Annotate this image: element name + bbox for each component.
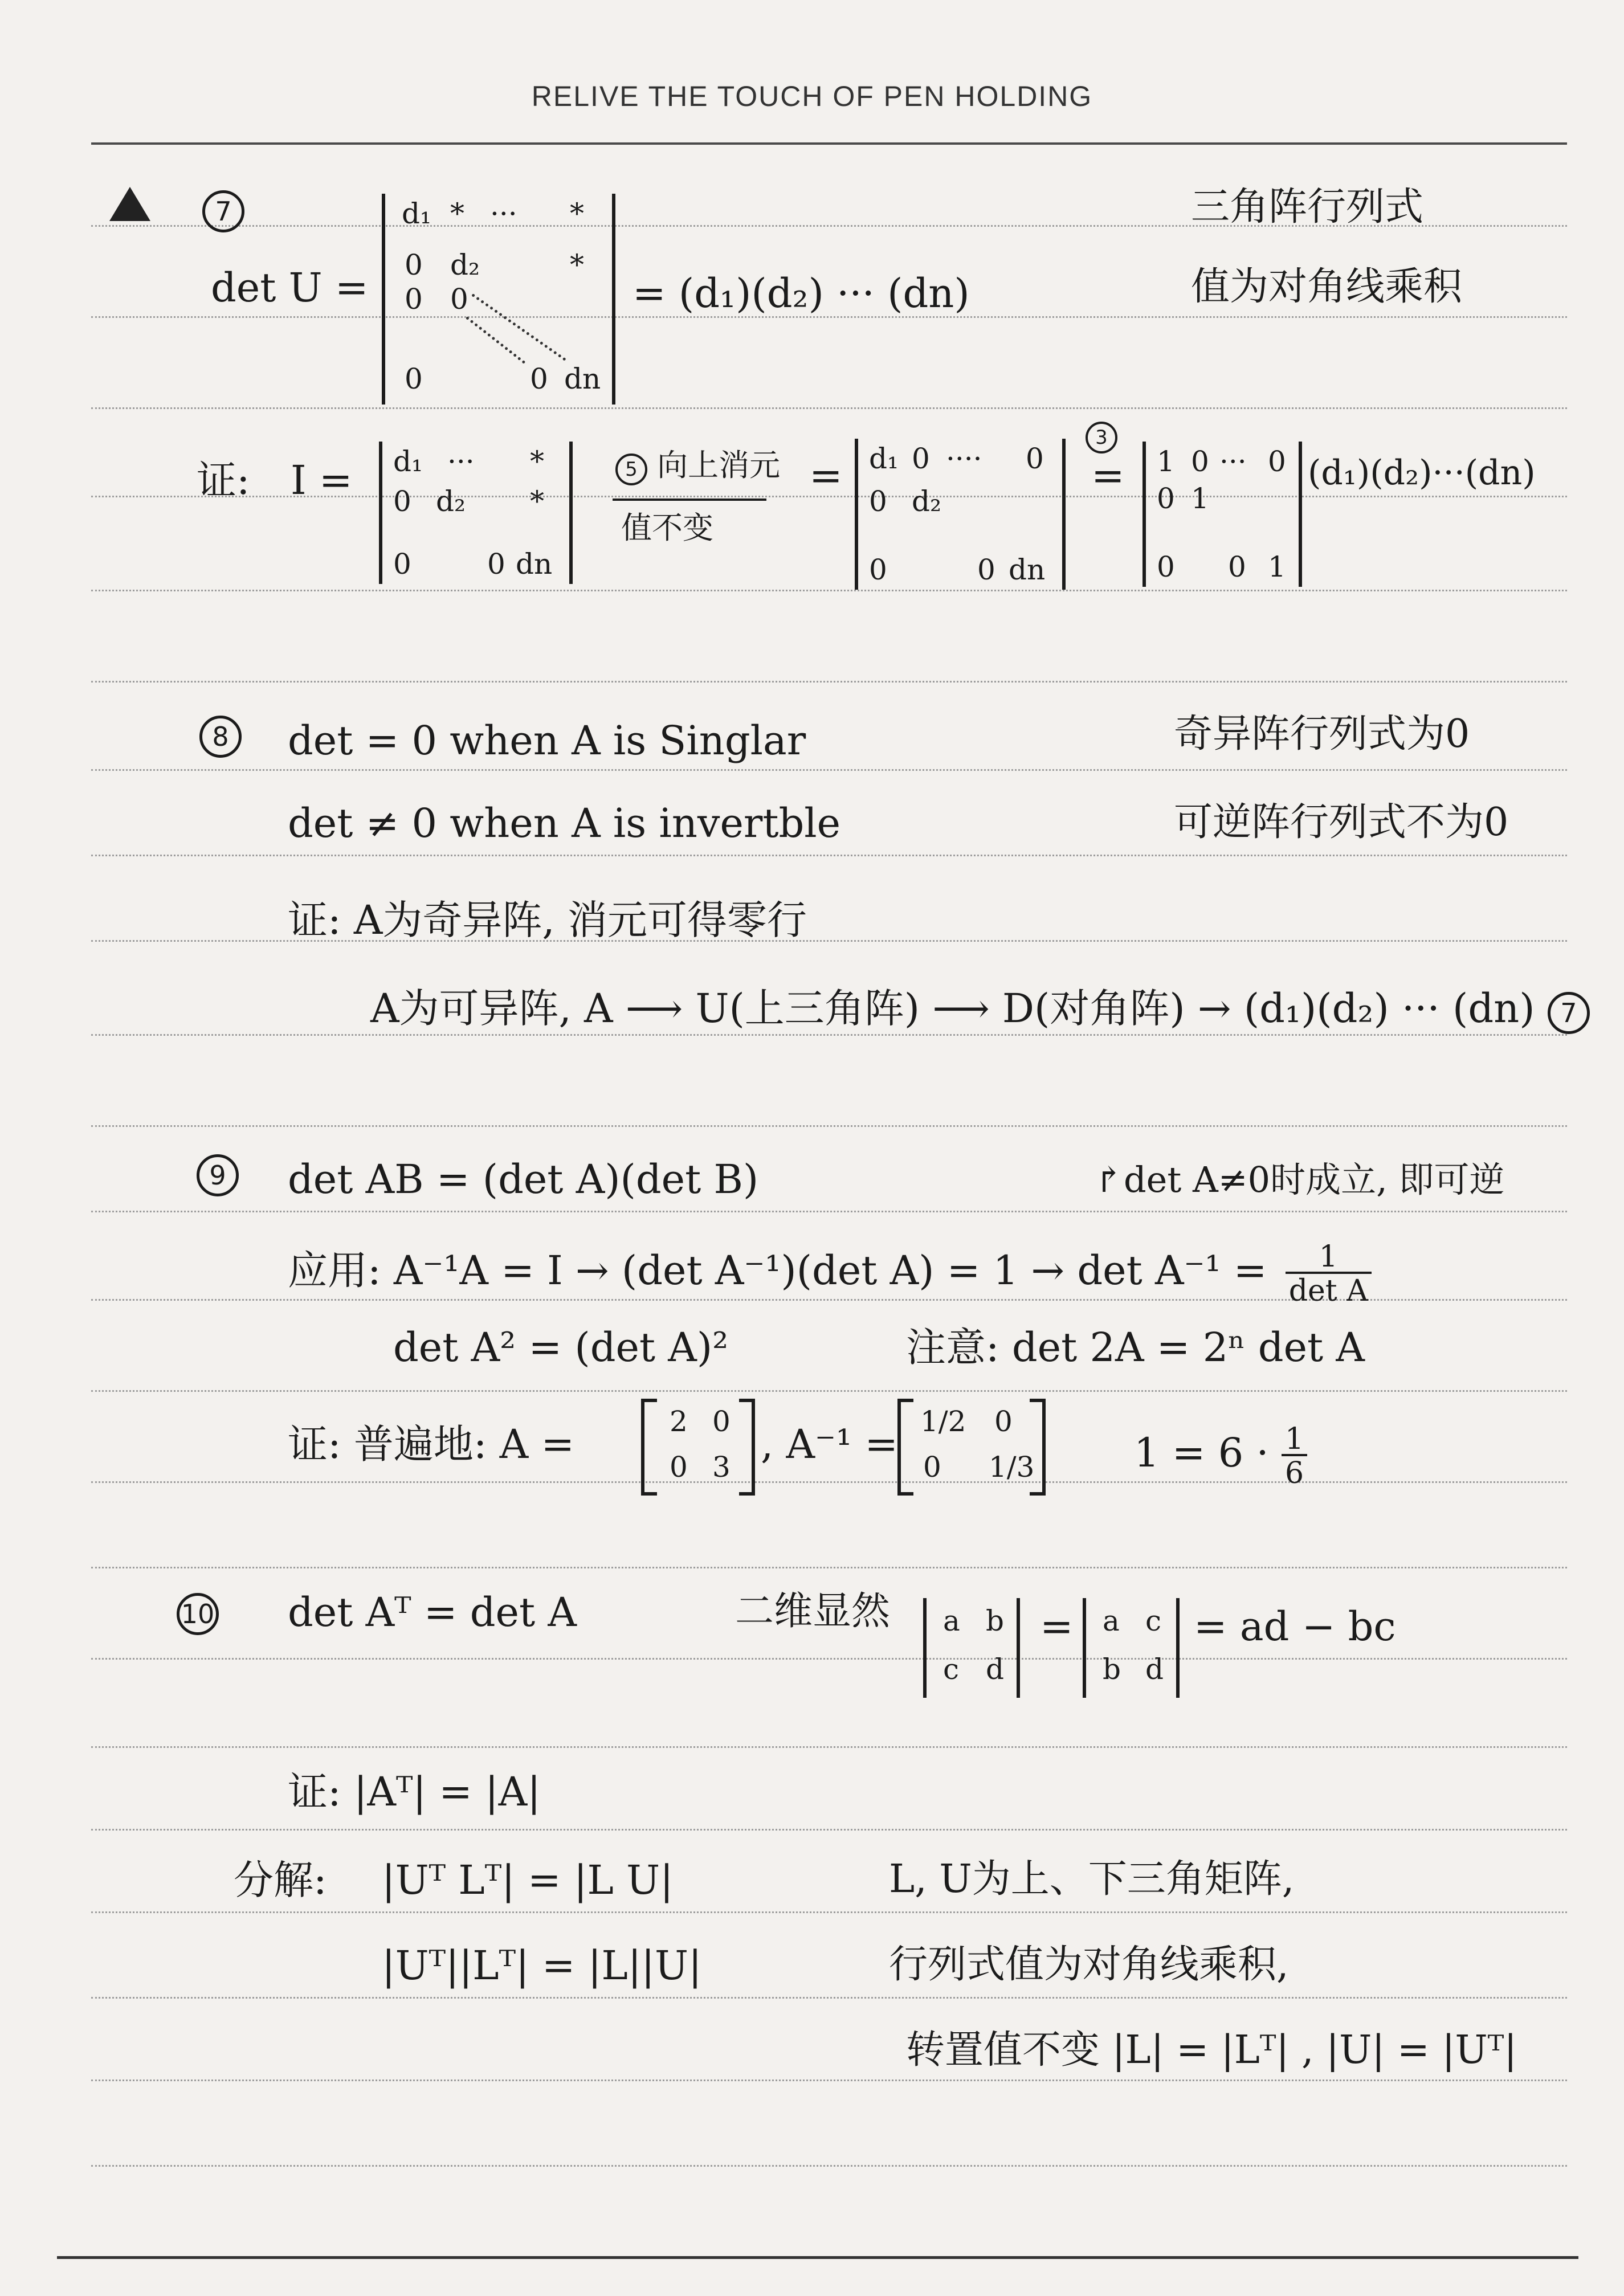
bottom-rule (57, 2256, 1578, 2259)
proof-lhs: I = (291, 457, 353, 504)
ruled-line (91, 2080, 1567, 2081)
proof-example-label: 证: 普遍地: A = (288, 1421, 575, 1468)
ruled-line (91, 1034, 1567, 1036)
section-8-number: 8 (199, 712, 242, 758)
ruled-line (91, 1746, 1567, 1748)
triangle-bullet-icon (109, 187, 150, 221)
det-u-label: det U = (211, 264, 369, 311)
ruled-line (91, 1125, 1567, 1127)
note-diagonal-product: 行列式值为对角线乘积, (889, 1942, 1289, 1987)
note-lu-triangular: L, U为上、下三角矩阵, (889, 1857, 1295, 1902)
ruled-line (91, 1481, 1567, 1483)
decompose-label: 分解: (234, 1857, 327, 1903)
ruled-line (91, 1911, 1567, 1913)
decompose-line-2: |Uᵀ||Lᵀ| = |L||U| (382, 1942, 702, 1989)
inverse-label: , A⁻¹ = (761, 1421, 898, 1468)
proof-invertible: A为可异阵, A ⟶ U(上三角阵) ⟶ D(对角阵) → (d₁)(d₂) ··· (dn) 7 (370, 988, 1590, 1034)
determinant-m1: d₁ ··· * 0 d₂ * 0 0 dn (379, 442, 573, 584)
ruled-line (91, 407, 1567, 409)
application-inverse: 应用: A⁻¹A = I → (det A⁻¹)(det A) = 1 → det A⁻¹ = $\frac{1}{\text{det A}}$ (288, 1242, 1372, 1306)
proof-label: 证: (197, 457, 250, 504)
ruled-line (91, 1567, 1567, 1568)
determinant-m2: d₁ 0 ···· 0 0 d₂ 0 0 dn (855, 439, 1066, 590)
equals-sign: = (1091, 452, 1125, 499)
value-unchanged: 值不变 (621, 510, 713, 546)
determinant-acbd: a c b d (1083, 1598, 1180, 1698)
ruled-line (91, 1211, 1567, 1212)
ruled-line (91, 1390, 1567, 1392)
note-invertible: 可逆阵行列式不为0 (1174, 800, 1509, 845)
ruled-line (91, 769, 1567, 771)
determinant-abcd: a b c d (923, 1598, 1020, 1698)
proof-product: (d₁)(d₂)···(dn) (1308, 453, 1536, 493)
note-diagonal-product: 值为对角线乘积 (1191, 264, 1463, 309)
note-transpose-invariant: 转置值不变 |L| = |Lᵀ| , |U| = |Uᵀ| (906, 2028, 1517, 2073)
section-10-number: 10 (177, 1590, 219, 1635)
det-u-result: = (d₁)(d₂) ··· (dn) (633, 270, 970, 317)
example-check: 1 = 6 · $\frac{1}{6}$ (1134, 1424, 1307, 1488)
decompose-line-1: |Uᵀ Lᵀ| = |L U| (382, 1857, 674, 1903)
identity-determinant: 1 0 ··· 0 0 1 0 0 1 (1142, 442, 1302, 587)
proof-singular: 证: A为奇异阵, 消元可得零行 (288, 897, 807, 943)
equals-sign: = (809, 452, 843, 499)
note-triangular-determinant: 三角阵行列式 (1191, 185, 1424, 230)
page-header: RELIVE THE TOUCH OF PEN HOLDING (531, 80, 1093, 112)
ad-minus-bc: = ad − bc (1194, 1603, 1396, 1650)
invertible-statement: det ≠ 0 when A is invertble (288, 800, 841, 847)
transpose-rule: det Aᵀ = det A (288, 1589, 577, 1636)
product-rule: det AB = (det A)(det B) (288, 1156, 759, 1203)
step-divider (613, 499, 766, 501)
ruled-line (91, 855, 1567, 856)
matrix-a: 2 0 0 3 (641, 1399, 755, 1496)
header-rule (91, 142, 1567, 145)
singular-statement: det = 0 when A is Singlar (288, 717, 806, 764)
note-singular: 奇异阵行列式为0 (1174, 712, 1470, 757)
equals-sign: = (1040, 1603, 1074, 1650)
note-invertible-condition: ↱det A≠0时成立, 即可逆 (1094, 1159, 1505, 1200)
ruled-line (91, 590, 1567, 591)
rule-3-reference: 3 (1086, 410, 1117, 454)
elimination-step: 5 向上消元 (615, 450, 780, 485)
section-9-number: 9 (197, 1151, 239, 1196)
section-7-number: 7 (202, 187, 244, 232)
ruled-line (91, 1658, 1567, 1660)
ruled-line (91, 681, 1567, 683)
note-2d-obvious: 二维显然 (735, 1589, 891, 1634)
scalar-attention: 注意: det 2A = 2ⁿ det A (906, 1324, 1365, 1371)
upper-triangular-determinant: d₁ * ··· * 0 d₂ * 0 0 0 0 dn (382, 194, 615, 405)
matrix-a-inverse: 1/2 0 0 1/3 (897, 1399, 1046, 1496)
ruled-line (91, 1997, 1567, 1999)
proof-transpose: 证: |Aᵀ| = |A| (288, 1768, 541, 1815)
square-rule: det A² = (det A)² (393, 1324, 729, 1371)
ruled-line (91, 2165, 1567, 2167)
ruled-line (91, 1829, 1567, 1831)
